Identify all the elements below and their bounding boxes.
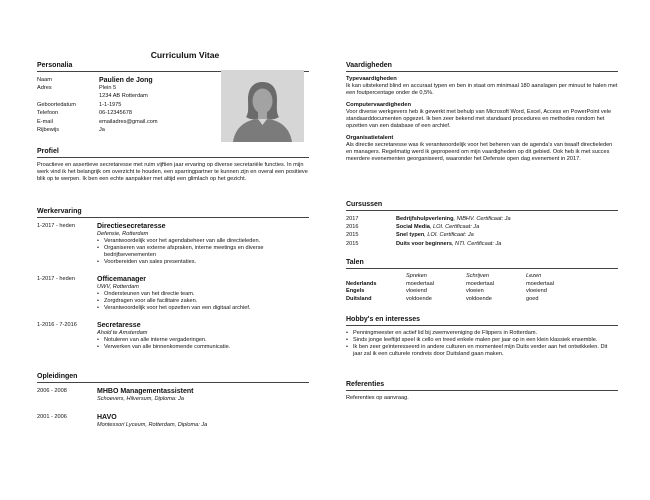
language-level: moedertaal	[466, 280, 494, 287]
profiel-heading: Profiel	[37, 148, 309, 158]
opleidingen-heading: Opleidingen	[37, 373, 309, 383]
skill-title: Typevaardigheden	[346, 76, 397, 82]
education-title: HAVO	[97, 414, 117, 421]
job-bullet: • Verantwoordelijk voor het agendabeheer van alle directieleden.	[97, 238, 309, 245]
education-date: 2001 - 2006	[37, 414, 67, 420]
job-entry	[37, 321, 309, 351]
personalia-value: 06-12345678	[99, 110, 132, 117]
education-entry	[37, 413, 309, 429]
personalia-label: Adres	[37, 85, 52, 92]
course-text	[396, 241, 501, 248]
skill-group	[346, 102, 618, 130]
hobby-item: • Ik ben zeer geïnteresseerd in andere culturen en momenteel mijn Duits verder aan het ontwikkelen. Dit jaar zal ik een culturele rondreis door Duitsland gaan maken.	[346, 344, 618, 358]
werkervaring-heading: Werkervaring	[37, 208, 309, 218]
course-year: 2016	[346, 224, 359, 231]
course-text	[396, 232, 474, 239]
cursussen-section	[346, 201, 618, 249]
hobbys-heading: Hobby's en interesses	[346, 316, 618, 326]
job-body	[97, 222, 309, 266]
personalia-row	[37, 101, 217, 109]
job-list	[37, 222, 309, 351]
job-date: 1-2016 - 7-2016	[37, 322, 77, 328]
job-bullet: • Organiseren van externe afspraken, interne meetings en diverse bedrijfsevenementen	[97, 245, 309, 259]
personalia-row	[37, 110, 217, 118]
education-list	[37, 387, 309, 429]
job-bullet: • Voorbereiden van sales presentaties.	[97, 259, 309, 266]
personalia-label: E-mail	[37, 118, 53, 125]
course-name: Social Media	[396, 224, 430, 231]
job-organisation: Defensie, Rotterdam	[97, 231, 149, 237]
hobby-item: • Sinds jonge leeftijd speel ik cello en treed enkele malen per jaar op in een klein klassiek ensemble.	[346, 337, 618, 344]
job-bullet: • Verwerken van alle binnenkomende communicatie.	[97, 344, 309, 351]
profile-photo	[221, 70, 304, 142]
course-text	[396, 224, 479, 231]
personalia-row	[37, 84, 217, 92]
language-name: Engels	[346, 288, 365, 295]
personalia-label: Geboortedatum	[37, 101, 76, 108]
course-row	[346, 240, 618, 248]
personalia-label: Naam	[37, 76, 52, 83]
skill-title: Computervaardigheden	[346, 102, 412, 108]
course-year: 2017	[346, 215, 359, 222]
job-bullet: • Verantwoordelijk voor het opzetten van een digitaal archief.	[97, 305, 309, 312]
hobby-item: • Penningmeester en actief lid bij zwemvereniging de Flippers in Rotterdam.	[346, 330, 618, 337]
education-title: MHBO Managementassistent	[97, 388, 194, 395]
hobbys-section	[346, 316, 618, 358]
personalia-row	[37, 93, 217, 101]
course-year: 2015	[346, 240, 359, 247]
talen-section	[346, 259, 618, 303]
course-year: 2015	[346, 232, 359, 239]
language-column-header: Lezen	[526, 273, 542, 280]
language-level: moedertaal	[406, 280, 434, 287]
profiel-section	[37, 148, 309, 183]
course-name: Bedrijfshulpverlening	[396, 215, 454, 222]
education-school: Schoevers, Hilversum, Diploma: Ja	[97, 396, 185, 402]
course-list	[346, 215, 618, 249]
education-date: 2006 - 2008	[37, 388, 67, 394]
vaardigheden-heading: Vaardigheden	[346, 62, 618, 72]
opleidingen-section	[37, 373, 309, 439]
language-level: goed	[526, 296, 539, 303]
job-title: Secretaresse	[97, 322, 141, 329]
personalia-value: 1-1-1975	[99, 101, 122, 108]
language-level: voldoende	[466, 296, 492, 303]
personalia-value: emailadres@gmail.com	[99, 118, 158, 125]
job-body	[97, 275, 309, 312]
skill-title: Organisatietalent	[346, 135, 394, 141]
werkervaring-section	[37, 208, 309, 360]
job-title: Directiesecretaresse	[97, 223, 166, 230]
skill-group	[346, 135, 618, 163]
personalia-heading: Personalia	[37, 62, 309, 72]
education-body	[97, 387, 193, 403]
skill-groups	[346, 76, 618, 163]
hobby-list	[346, 330, 618, 358]
education-body	[97, 413, 207, 429]
course-certificate: , LOI. Certificaat: Ja	[424, 232, 474, 239]
skill-group	[346, 76, 618, 97]
personalia-label: Telefoon	[37, 110, 59, 117]
job-bullet: • Ondersteunen van het directie team.	[97, 291, 309, 298]
referenties-section	[346, 381, 618, 402]
course-row	[346, 215, 618, 223]
course-text	[396, 216, 511, 223]
language-column-header: Schrijven	[466, 273, 490, 280]
personalia-section	[37, 62, 217, 135]
job-entry	[37, 275, 309, 312]
personalia-value: Plein 5	[99, 85, 117, 92]
course-row	[346, 223, 618, 231]
course-certificate: , LOI. Certificaat: Ja	[429, 224, 480, 231]
personalia-value: Ja	[99, 127, 105, 134]
job-title: Officemanager	[97, 276, 147, 283]
language-row	[346, 296, 618, 304]
profiel-text: Proactieve en assertieve secretaresse met ruim vijftien jaar ervaring op diverse secretariële functies. In mijn werk vind ik het belangrijk om overzicht te houden, een sparringpartner te kunnen zijn en overal een positieve blik op te werpen. Ik ben een echte aanpakker met altijd een glimlach op het gezicht.	[37, 162, 308, 182]
language-level: vloeiend	[406, 288, 427, 295]
language-level: vloeiend	[526, 288, 547, 295]
language-row	[346, 281, 618, 289]
education-school: Montessori Lyceum, Rotterdam, Diploma: Ja	[97, 422, 208, 428]
person-silhouette-icon	[221, 70, 304, 142]
skill-text: Voor diverse werkgevers heb ik gewerkt met behulp van Microsoft Word, Excel, Access en PowerPoint vele standaarddocumenten opgezet. Ik ben zeer bekend met standaard procedures en methodes rondom het opzetten van een database of een archief.	[346, 109, 612, 129]
personalia-row	[37, 118, 217, 126]
language-row	[346, 288, 618, 296]
personalia-list	[37, 76, 217, 135]
course-certificate: , NIBHV. Certificaat: Ja	[453, 215, 511, 222]
language-level: voldoende	[406, 296, 432, 303]
talen-heading: Talen	[346, 259, 618, 269]
language-table	[346, 273, 618, 303]
job-bullet: • Notuleren van alle interne vergaderingen.	[97, 337, 309, 344]
skill-text: Ik kan uitstekend blind en accuraat typen en ben in staat om minimaal 180 aanslagen per minuut te halen met een foutpercentage onder de 0,5%.	[346, 83, 618, 96]
course-name: Duits voor beginners	[396, 240, 452, 247]
cursussen-heading: Cursussen	[346, 201, 618, 211]
language-level: vloeien	[466, 288, 484, 295]
language-level: moedertaal	[526, 280, 554, 287]
personalia-value: Paulien de Jong	[99, 76, 153, 84]
vaardigheden-section	[346, 62, 618, 163]
language-column-header: Spreken	[406, 273, 427, 280]
job-bullet: • Zorgdragen voor alle facilitaire zaken.	[97, 298, 309, 305]
job-body	[97, 321, 309, 351]
personalia-value: 1234 AB Rotterdam	[99, 93, 148, 100]
job-entry	[37, 222, 309, 266]
skill-text: Als directie secretaresse was ik verantwoordelijk voor het beheren van de agenda's van twaalf directieleden en managers. Regelmatig werd ik gepropeerd om mijn vaardigheden op dit gebied. Ook heb ik met succes meerdere evenementen georganiseerd, waaronder het Defensie open dag evenement in 2017.	[346, 142, 613, 162]
job-date: 1-2017 - heden	[37, 223, 75, 229]
job-organisation: Ahold te Amsterdam	[97, 330, 148, 336]
language-header-row	[346, 273, 618, 281]
personalia-row	[37, 76, 217, 84]
personalia-row	[37, 126, 217, 134]
course-row	[346, 232, 618, 240]
document-title: Curriculum Vitae	[150, 50, 220, 60]
referenties-heading: Referenties	[346, 381, 618, 391]
personalia-label: Rijbewijs	[37, 127, 60, 134]
education-entry	[37, 387, 309, 403]
language-name: Duitsland	[346, 296, 372, 303]
course-name: Snel typen	[396, 232, 425, 239]
job-organisation: UWV, Rotterdam	[97, 284, 139, 290]
job-date: 1-2017 - heden	[37, 276, 75, 282]
course-certificate: , NTI. Certificaat: Ja	[451, 240, 502, 247]
referenties-text: Referenties op aanvraag.	[346, 395, 409, 401]
language-name: Nederlands	[346, 280, 377, 287]
